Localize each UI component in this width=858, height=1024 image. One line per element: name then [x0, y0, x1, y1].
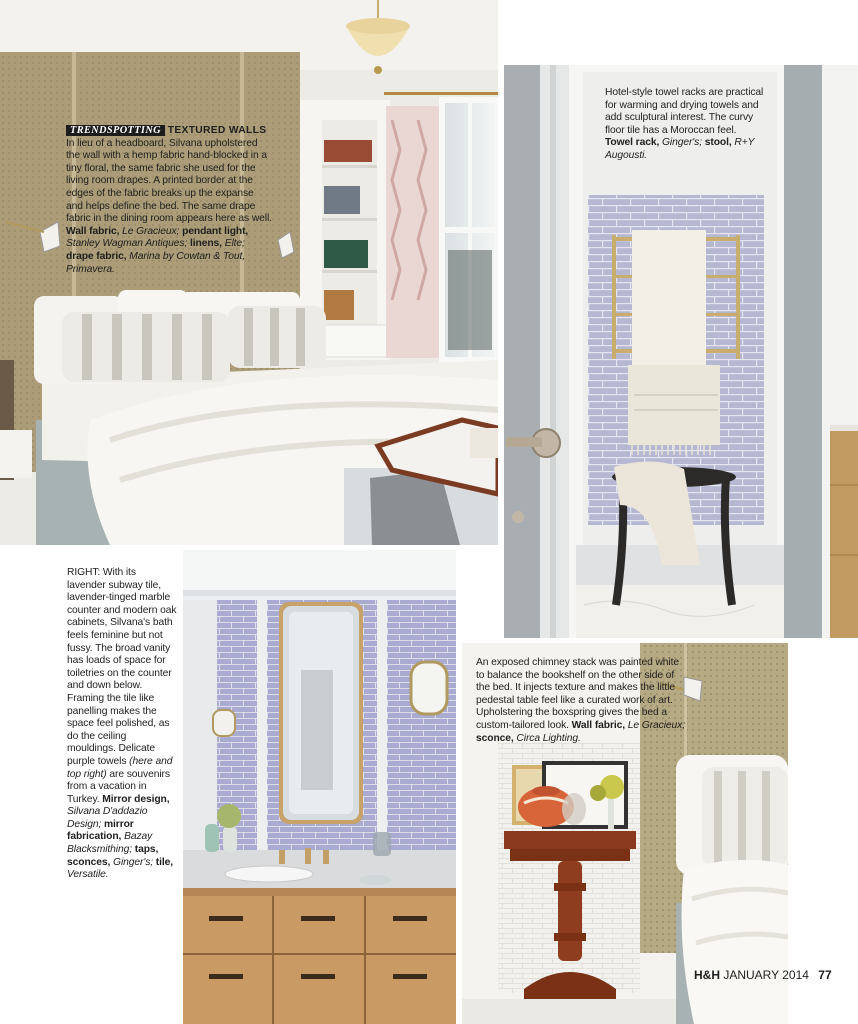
credit-source: Le Gracieux; [122, 225, 180, 237]
caption-body: RIGHT: With its lavender subway tile, lavender-tinged marble counter and modern oak cabinets, Silvana's bath feels feminine but not fussy. The broad vanity has loads of space for toiletries on the counter and down below. Framing the tile like panelling makes the space feel polished, as do the ceiling mouldings. Delicate purple towels [67, 567, 177, 767]
credit-source: Circa Lighting. [516, 732, 581, 744]
credit-label: stool, [704, 137, 732, 149]
trendspotting-tag: TRENDSPOTTING [66, 125, 165, 136]
caption-title: TEXTURED WALLS [167, 125, 267, 136]
bathroom-vanity-photo [183, 550, 456, 1024]
credit-label: tile, [155, 856, 174, 868]
credit-source: Elte; [224, 238, 245, 250]
credit-label: taps, sconces, [67, 844, 159, 868]
credit-label: drape fabric, [66, 250, 127, 262]
caption-aside: (here and top right) [67, 755, 173, 780]
page-number: 77 [818, 968, 832, 982]
credit-source: Stanley Wagman Antiques; [66, 238, 188, 250]
credit-label: mirror fabrication, [67, 818, 134, 843]
magazine-name: H&H [694, 968, 720, 982]
credit-source: R+Y Augousti. [605, 137, 755, 161]
credit-source: Le Gracieux; [627, 719, 685, 731]
credit-source: Bazay Blacksmithing; [67, 831, 153, 856]
credit-source: Silvana D'addazio Design; [67, 806, 148, 830]
credit-source: Versatile. [67, 869, 109, 881]
credit-label: Wall fabric, [66, 225, 120, 237]
caption-body-end: are souvenirs from a vacation in Turkey. [67, 768, 170, 805]
credit-source: Marina by Cowtan & Tout, Primavera. [66, 250, 245, 275]
credit-source: Ginger's; [113, 856, 154, 868]
caption-chimney [476, 657, 690, 745]
caption-body: In lieu of a headboard, Silvana upholstered the wall with a hemp fabric hand-blocked in a tiny floral, the same fabric she used for the living room drapes. A printed border at the edges of the fabric breaks up the expanse and helps define the bed. The same drape fabric in the dining room appears here as well. [66, 137, 272, 225]
credit-label: sconce, [476, 732, 514, 744]
credit-label: pendant light, [182, 225, 249, 237]
caption-towel-racks [605, 87, 765, 163]
caption-body: Hotel-style towel racks are practical for warming and drying towels and add sculptural interest. The curvy floor tile has a Moroccan feel. [605, 87, 764, 136]
credit-source: Ginger's; [662, 137, 702, 149]
caption-bath [67, 567, 177, 882]
credit-label: Towel rack, [605, 137, 660, 149]
bathroom-vanity-photo-art [183, 550, 456, 1024]
issue-date: JANUARY 2014 [723, 968, 809, 982]
credit-label: linens, [190, 238, 222, 250]
credit-label: Wall fabric, [571, 719, 626, 731]
caption-textured-walls [66, 125, 272, 276]
caption-body: An exposed chimney stack was painted white to balance the bookshelf on the other side of the bed. It injects texture and makes the little pedestal table feel like a curated work of art. Upholstering the boxspring gives the bed a custom-tailored look. [476, 657, 679, 731]
credit-label: Mirror design, [102, 793, 170, 805]
page-folio [694, 968, 832, 982]
